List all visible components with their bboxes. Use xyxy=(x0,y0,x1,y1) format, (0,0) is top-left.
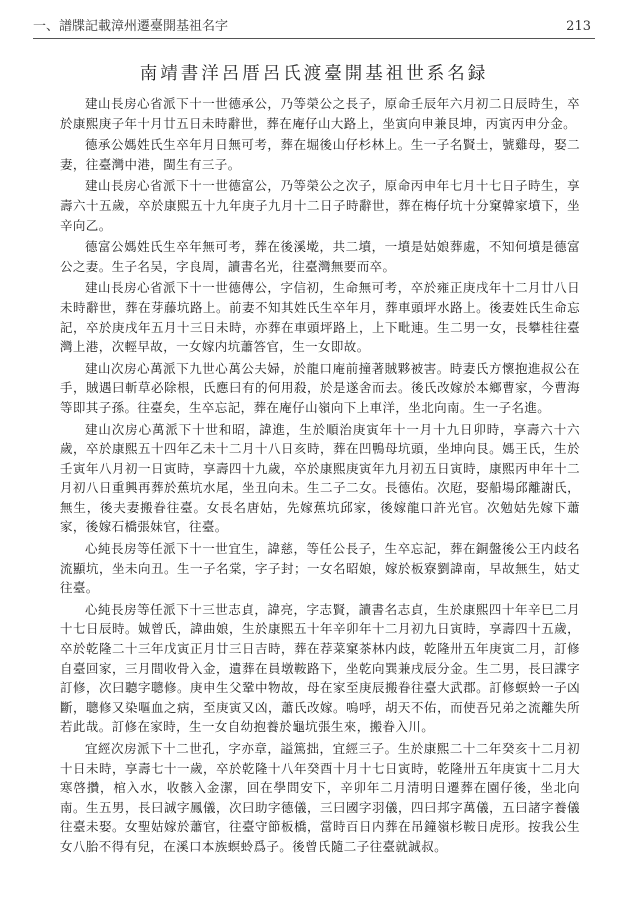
paragraph: 建山次房心萬派下九世心萬公夫婦，於龍口庵前撞著賊夥被害。時妻氏方懷抱進叔公在手，賊遇曰斬草必除根，氏應曰有的何用殺，於是遂舍而去。後氏改嫁於本鄉曹家，今曹海等即其子孫。往臺矣，生卒忘記，葬在庵仔山嶺向下上車洋，坐北向南。生一子名進。 xyxy=(60,360,580,415)
paragraph: 建山長房心省派下十一世德富公，乃等榮公之次子，原命丙申年七月十七日子時生，享壽六十五歲，卒於康熙五十九年庚子九月十二日子時辭世，葬在梅仔坑十分窠韓家墳下，坐辛向乙。 xyxy=(60,178,580,233)
page-title: 南靖書洋呂厝呂氏渡臺開基祖世系名録 xyxy=(139,64,489,84)
paragraph: 德富公媽姓氏生卒年無可考，葬在後溪墘，共二墳，一墳是姑娘葬處，不知何墳是德富公之妻。生子名吴，字良周，讀書名光，往臺灣無要而卒。 xyxy=(60,239,580,274)
running-header xyxy=(33,18,595,36)
page-number: 213 xyxy=(566,19,591,34)
paragraph: 德承公媽姓氏生卒年月日無可考，葬在堀後山仔杉林上。生一子名賢士，號雞母，娶二妻，往臺灣中港，閩生有三子。 xyxy=(60,137,580,172)
paragraph: 心純長房等任派下十一世宜生，諱慈，等任公長子，生卒忘記，葬在銅盤後公王内歧名流顯坑，坐未向丑。生一子名棠，字子封；一女名昭娘，嫁於板寮劉諱南，早故無生，姑丈往臺。 xyxy=(60,541,580,596)
header-divider xyxy=(33,38,595,39)
paragraph: 建山長房心省派下十一世德承公，乃等榮公之長子，原命壬辰年六月初二日辰時生，卒於康熙庚子年十月廿五日未時辭世，葬在庵仔山大路上，坐寅向申兼艮坤，丙寅丙申分金。 xyxy=(60,96,580,131)
running-header-section: 一、譜牒記載漳州遷臺開基祖名字 xyxy=(33,19,229,34)
paragraph: 建山次房心萬派下十世和昭，諱進，生於順治庚寅年十一月十九日卯時，享壽六十六歲，卒於康熙五十四年乙未十二月十八日亥時，葬在凹鴨母坑頭，坐坤向艮。媽王氏，生於壬寅年八月初一日寅時，享壽四十九歲，卒於康熙庚寅年九月初五日寅時，康熙丙申年十二月初八日重興再葬於蕉坑水尾，坐丑向未。生二子二女。長德佑。次屘，娶船場邱離謝氏，無生，後夫妻搬眷往臺。女長名唐姑，先嫁蕉坑邱家，後嫁龍口許光官。次勉姑先嫁下蕭家，後嫁石橋張妹官，往臺。 xyxy=(60,421,580,535)
paragraph: 建山長房心省派下十一世德傳公，字信初，生命無可考，卒於雍正庚戌年十二月廿八日未時辭世，葬在芽藤坑路上。前妻不知其姓氏生卒年月，葬車頭坪水路上。後妻姓氏生命忘記，卒於庚戌年五月十三日未時，亦葬在車頭坪路上，上下毗連。生二男一女，長攀桂往臺灣上港，次輕早故，一女嫁内坑蕭答官，生一女即故。 xyxy=(60,280,580,355)
paragraph: 心純長房等任派下十三世志貞，諱亮，字志賢，讀書名志貞，生於康熙四十年辛巳二月十七日辰時。娍曾氏，諱曲娘，生於康熙五十年辛卯年十二月初九日寅時，享壽四十五歲，卒於乾隆二十三年戊寅正月廿三日吉時，葬在荐菜窠茶林内歧，乾隆卅五年庚寅二月，訂修自臺回家，三月間收骨入金，遺葬在員墩鞍路下，坐乾向巽兼戌辰分金。生二男，長曰諜字訂修，次曰聽字聰修。庚申生父鞏中物故，母在家至庚辰搬眷往臺大武郡。訂修螟蛉一子凶斷，聰修又染嘔血之病，至庚寅又凶，蕭氏改嫁。嗚呼，胡天不佑，而使吾兄弟之流離失所若此哉。訂修在家時，生一女自幼抱養於龜坑張生來，搬眷入川。 xyxy=(60,601,580,735)
body-text xyxy=(60,94,580,859)
paragraph: 宜經次房派下十二世孔，字亦章，謚篤拙，宜經三子。生於康熙二十二年癸亥十二月初十日未時，享壽七十一歲，卒於乾隆十八年癸酉十月十七日寅時，乾隆卅五年庚寅十二月大寒啓攢，棺入水，收骸入金潔，回在學問安下，辛卯年二月清明日遷葬在園仔後，坐北向南。生五男，長曰誠字鳳儀，次曰助字德儀，三曰國字羽儀，四曰邦字萬儀，五曰諸字養儀往臺未娶。女聖姑嫁於蕭官，往臺守節板橋，當時百日内葬在吊鐘嶺杉鞍日虎形。按我公生女八胎不得有兒，在溪口本族螟蛉爲子。後曾氏隨二子往臺就誠叔。 xyxy=(60,741,580,854)
